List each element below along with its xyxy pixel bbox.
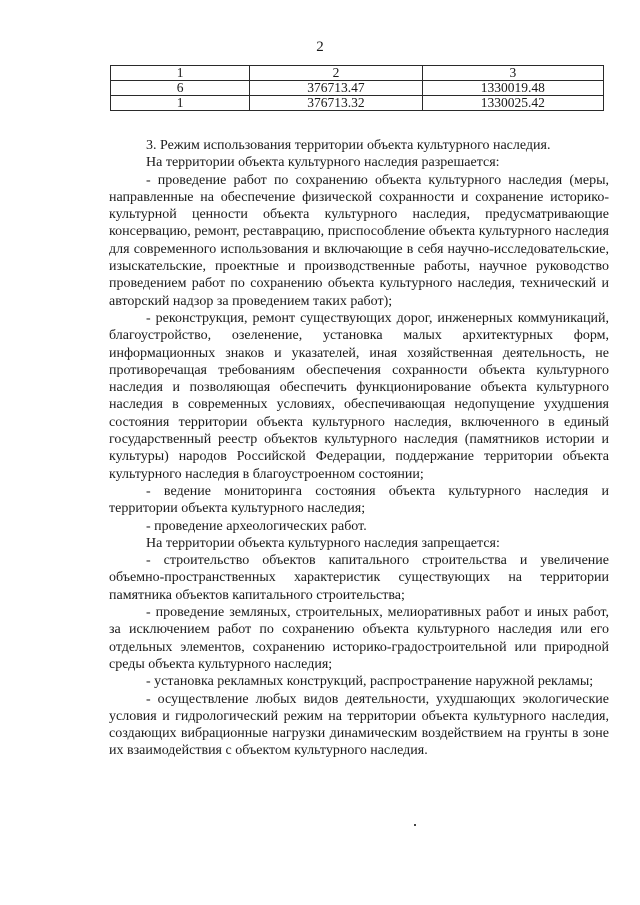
table-cell: 2 bbox=[250, 66, 422, 81]
paragraph-prohibited-item: - установка рекламных конструкций, распространение наружной рекламы; bbox=[146, 674, 594, 690]
table-cell: 3 bbox=[422, 66, 603, 81]
paragraph-allowed-item: - проведение археологических работ. bbox=[146, 518, 367, 534]
paragraph-prohibited-item: - проведение земляных, строительных, мелиоративных работ и иных работ, за исключением работ по сохранению объекта культурного наследия или его отдельных элементов, сохранению историко-градостроительной или природной среды объекта культурного наследия; bbox=[109, 605, 609, 672]
paragraph-allowed-item: - ведение мониторинга состояния объекта культурного наследия и территории объекта культурного наследия; bbox=[109, 483, 609, 517]
table-cell: 1 bbox=[111, 96, 250, 111]
section-heading: 3. Режим использования территории объекта культурного наследия. bbox=[146, 138, 551, 153]
table-cell: 6 bbox=[111, 81, 250, 96]
paragraph-prohibited-item: - осуществление любых видов деятельности, ухудшающих экологические условия и гидрологический режим на территории объекта культурного наследия, создающих вибрационные нагрузки динамическим воздействием на грунты в зоне их взаимодействия с объектом культурного наследия. bbox=[109, 691, 609, 759]
table-cell: 1 bbox=[111, 66, 250, 81]
paragraph-prohibited-intro: На территории объекта культурного наследия запрещается: bbox=[146, 535, 500, 551]
coordinates-table bbox=[110, 65, 604, 111]
table-row bbox=[111, 96, 604, 111]
paragraph-allowed-item: - реконструкция, ремонт существующих дорог, инженерных коммуникаций, благоустройство, озеленение, установка малых архитектурных форм, информационных знаков и указателей, иная хозяйственная деятельность, не противоречащая требованиям обеспечения сохранности объекта культурного наследия и позволяющая обеспечить функционирование объекта культурного наследия в современных условиях, обеспечивающая недопущение ухудшения состояния территории объекта культурного наследия, включенного в единый государственный реестр объектов культурного наследия (памятников истории и культуры) народов Российской Федерации, поддержание территории объекта культурного наследия в благоустроенном состоянии; bbox=[109, 310, 609, 482]
paragraph-prohibited-item: - строительство объектов капитального строительства и увеличение объемно-пространственных характеристик существующих на территории памятника объектов капитального строительства; bbox=[109, 553, 609, 603]
table-row bbox=[111, 66, 604, 81]
page-number: 2 bbox=[316, 39, 324, 55]
table-cell: 1330025.42 bbox=[422, 96, 603, 111]
document-body bbox=[109, 137, 609, 760]
paragraph-allowed-item: - проведение работ по сохранению объекта культурного наследия (меры, направленные на обеспечение физической сохранности и сохранение историко-культурной ценности объекта культурного наследия, предусматривающие консервацию, ремонт, реставрацию, приспособление объекта культурного наследия для современного использования и включающие в себя научно-исследовательские, изыскательские, проектные и производственные работы, научное руководство проведением работ по сохранению объекта культурного наследия, технический и авторский надзор за проведением таких работ); bbox=[109, 172, 609, 309]
paragraph-allowed-intro: На территории объекта культурного наследия разрешается: bbox=[146, 155, 500, 171]
table-cell: 376713.32 bbox=[250, 96, 422, 111]
table-row bbox=[111, 81, 604, 96]
table-cell: 376713.47 bbox=[250, 81, 422, 96]
scan-speck bbox=[414, 824, 416, 826]
table-cell: 1330019.48 bbox=[422, 81, 603, 96]
